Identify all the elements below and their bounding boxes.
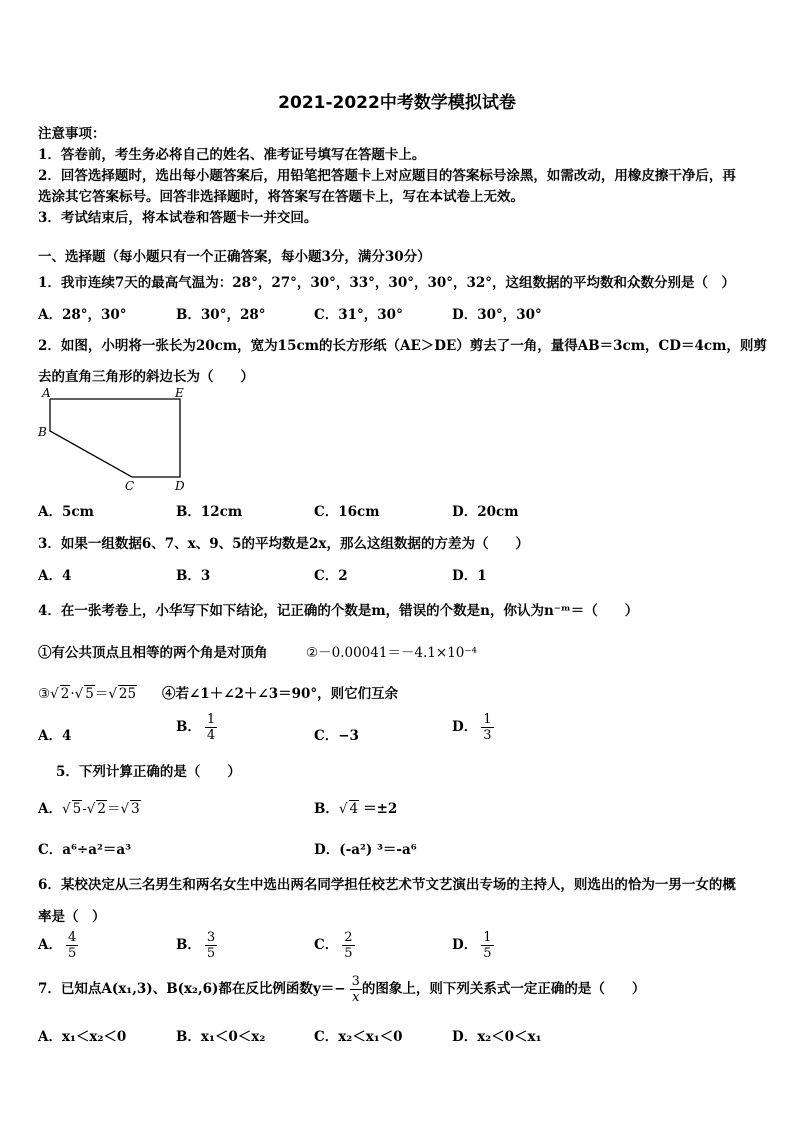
q6-option-a-fraction [66,930,78,961]
q6-option-c-fraction [342,930,354,961]
fraction-numerator: 1 [206,712,216,727]
question-6-stem: 6．某校决定从三名男生和两名女生中选出两名同学担任校艺术节文艺演出专场的主持人，则选出的恰为一男一女的概 [38,877,736,893]
q6-option-c-label: C． [314,937,339,953]
q4-s3-dot: · [70,686,75,702]
question-5-stem: 5．下列计算正确的是（ ） [56,764,241,780]
q4-option-d-label: D． [452,719,478,735]
question-2-stem-cont: 去的直角三角形的斜边长为（ ） [38,369,254,385]
q4-option-d-fraction [481,712,493,743]
q7-option-c[interactable]: C．x₂＜x₁＜0 [314,1029,403,1045]
cut-rectangle-figure [34,385,194,495]
q1-option-b[interactable]: B．30°，28° [176,307,266,323]
q6-option-a[interactable] [38,930,78,961]
fraction-denominator: 5 [483,946,492,961]
question-6-stem-cont: 率是（ ） [38,909,106,925]
q7-stem-start: 7．已知点A(x₁,3)、B(x₂,6)都在反比例函数y＝− [38,981,346,997]
q7-option-b[interactable]: B．x₁＜0＜x₂ [176,1029,266,1045]
q5-a-radicand-3: 3 [131,801,140,817]
q6-option-d[interactable] [452,930,494,961]
q5-a-radicand-2: 2 [97,801,106,817]
q5-option-d[interactable]: D．(-a²) ³＝-a⁶ [314,842,417,858]
q4-s3-radicand-3: 25 [118,686,137,702]
q3-option-a[interactable]: A．4 [38,568,72,584]
q2-option-d[interactable]: D．20cm [452,504,519,520]
q4-s3-label: ③ [38,686,51,702]
fraction-denominator: x [352,990,360,1005]
q5-a-radicand-1: 5 [72,801,82,817]
q5-option-b-label: B． [314,801,339,817]
fraction-denominator: 5 [344,946,353,961]
q7-function-fraction [350,974,362,1005]
q6-option-b-fraction [205,930,217,961]
fraction-denominator: 3 [483,728,492,743]
q5-b-radicand: 4 [349,801,359,817]
fraction-denominator: 5 [206,946,216,961]
page-title: 2021-2022中考数学模拟试卷 [278,93,516,113]
notice-item: 1．答卷前，考生务必将自己的姓名、准考证号填写在答题卡上。 [38,147,426,163]
q3-option-c[interactable]: C．2 [314,568,348,584]
q4-option-c[interactable]: C．−3 [314,728,359,744]
q4-s3-radicand-2: 5 [85,686,94,702]
q4-statement-4: ④若∠1＋∠2＋∠3＝90°，则它们互余 [162,686,399,702]
q5-a-equals: ＝ [106,801,121,817]
q4-option-b-label: B． [176,719,201,735]
q6-option-b-label: B． [176,937,201,953]
q3-option-d[interactable]: D．1 [452,568,487,584]
q5-a-minus: - [82,801,87,817]
fraction-numerator: 4 [67,930,77,945]
question-3-stem: 3．如果一组数据6、7、x、9、5的平均数是2x，那么这组数据的方差为（ ） [38,536,529,552]
fraction-numerator: 3 [206,930,216,945]
q5-option-a[interactable]: A．√ 5-√ 2＝√ 3 [38,801,140,817]
question-4-stem: 4．在一张考卷上，小华写下如下结论，记正确的个数是m，错误的个数是n，你认为n⁻ᵐ＝（ ） [38,603,639,619]
point-label-c: C [125,479,135,493]
fraction-denominator: 4 [206,728,216,743]
q2-option-b[interactable]: B．12cm [176,504,243,520]
notice-item: 3．考试结束后，将本试卷和答题卡一并交回。 [38,210,318,226]
q1-option-d[interactable]: D．30°，30° [452,307,542,323]
q4-statement-1: ①有公共顶点且相等的两个角是对顶角 [38,645,268,661]
fraction-numerator: 1 [483,930,492,945]
q6-option-b[interactable] [176,930,217,961]
q6-option-c[interactable] [314,930,355,961]
q7-stem-end: 的图象上，则下列关系式一定正确的是（ ） [361,981,646,997]
point-label-b: B [38,425,47,439]
notice-item: 选涂其它答案标号。回答非选择题时，将答案写在答题卡上，写在本试卷上无效。 [38,189,524,205]
q4-s3-equals: ＝ [94,686,109,702]
q6-option-d-fraction [481,930,493,961]
q4-option-b-fraction [205,712,217,743]
q4-statement-2: ②－0.00041＝－4.1×10⁻⁴ [306,645,477,661]
q6-option-a-label: A． [38,937,62,953]
notice-heading: 注意事项： [38,126,106,142]
section-heading: 一、选择题（每小题只有一个正确答案，每小题3分，满分30分） [38,249,431,265]
fraction-numerator: 1 [483,712,492,727]
question-7-stem [38,974,645,1005]
point-label-a: A [42,386,51,400]
q2-option-c[interactable]: C．16cm [314,504,380,520]
q2-option-a[interactable]: A．5cm [38,504,94,520]
fraction-numerator: 2 [344,930,353,945]
q1-option-c[interactable]: C．31°，30° [314,307,403,323]
fraction-denominator: 5 [67,946,77,961]
q5-option-b[interactable]: B．√ 4 ＝±2 [314,801,398,817]
point-label-d: D [175,479,185,493]
q4-option-b[interactable] [176,712,217,743]
q1-option-a[interactable]: A．28°，30° [38,307,127,323]
q7-option-a[interactable]: A．x₁＜x₂＜0 [38,1029,127,1045]
q4-option-d[interactable] [452,712,494,743]
q5-option-c[interactable]: C．a⁶÷a²＝a³ [38,842,132,858]
fraction-numerator: 3 [351,974,360,989]
q3-option-b[interactable]: B．3 [176,568,211,584]
question-2-stem: 2．如图，小明将一张长为20cm，宽为15cm的长方形纸（AE＞DE）剪去了一角，量得AB＝3cm，CD＝4cm，则剪 [38,338,767,354]
q4-statement-3: ③√ 2·√ 5＝√ 25 [38,686,137,702]
q6-option-d-label: D． [452,937,478,953]
q5-b-tail: ＝±2 [363,801,398,817]
q5-option-a-label: A． [38,801,62,817]
q4-option-a[interactable]: A．4 [38,728,72,744]
q4-s3-radicand-1: 2 [60,686,70,702]
point-label-e: E [175,386,184,400]
q7-option-d[interactable]: D．x₂＜0＜x₁ [452,1029,542,1045]
question-1-stem: 1．我市连续7天的最高气温为：28°，27°，30°，33°，30°，30°，32°，这组数据的平均数和众数分别是（ ） [38,275,736,291]
notice-item: 2．回答选择题时，选出每小题答案后，用铅笔把答题卡上对应题目的答案标号涂黑，如需改动，用橡皮擦干净后，再 [38,168,736,184]
